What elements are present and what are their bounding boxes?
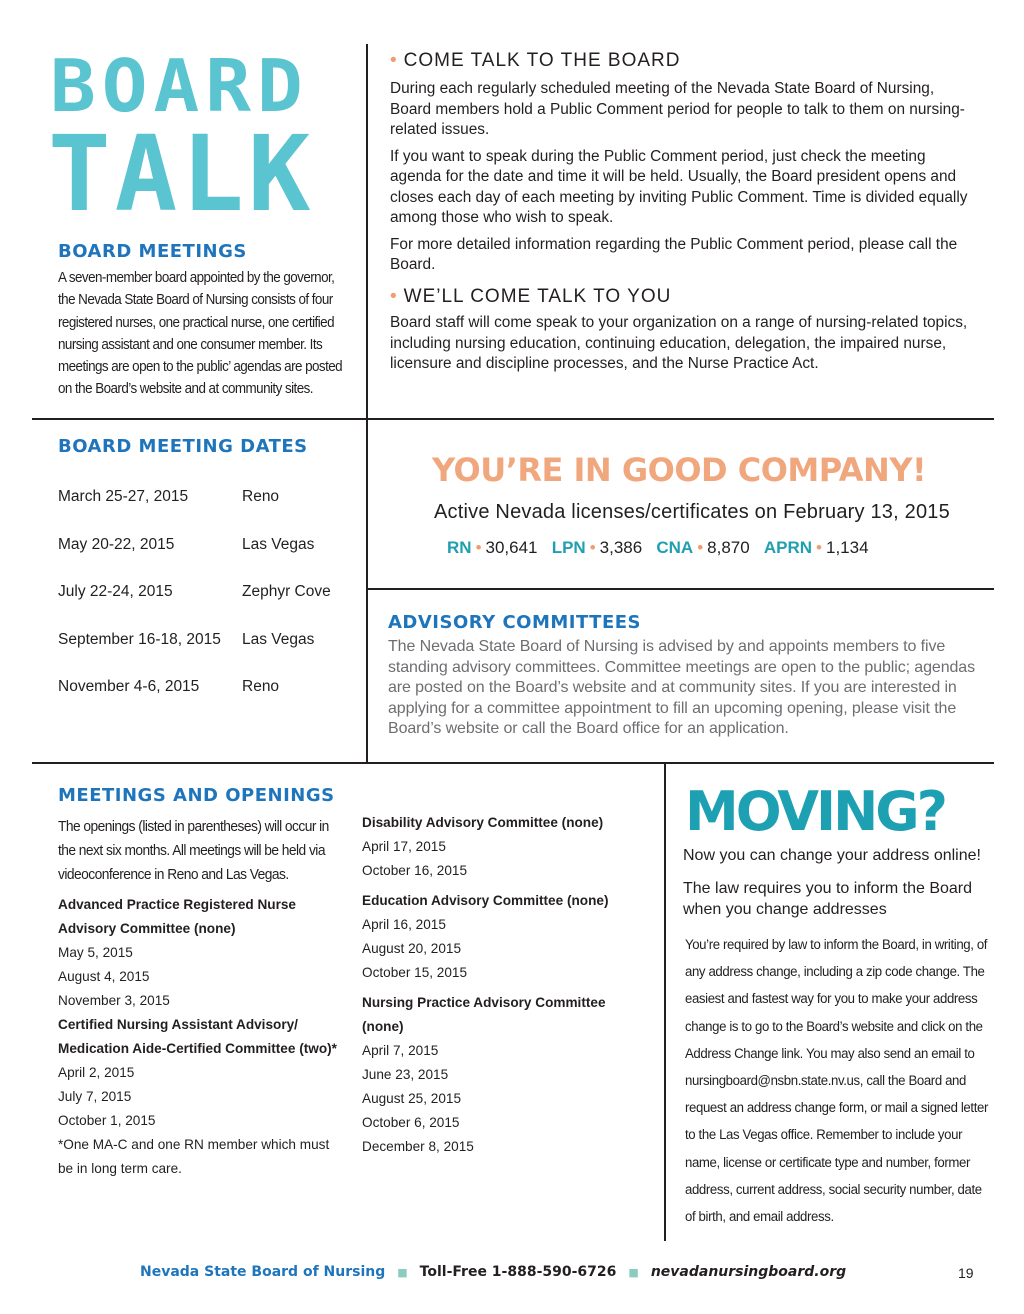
bullet-dot: • <box>390 50 398 71</box>
come-talk-heading-text: COME TALK TO THE BOARD <box>403 50 681 71</box>
committee-date: July 7, 2015 <box>58 1089 132 1104</box>
stat-label-aprn: APRN <box>763 538 813 557</box>
moving-heading: MOVING? <box>685 780 945 843</box>
committee-title-disability: Disability Advisory Committee (none) <box>362 815 604 830</box>
committee-title-cna: Certified Nursing Assistant Advisory/ Medication Aide-Certified Committee (two)* <box>58 1017 337 1056</box>
divider-2 <box>32 762 994 764</box>
stat-value-aprn: 1,134 <box>826 538 869 557</box>
meeting-date: May 20-22, 2015 <box>58 536 175 553</box>
come-talk-p2: If you want to speak during the Public Comment period, just check the meeting agenda for the date and time it will be held. Usually, the Board president opens and closes each day of each meeting by inviting Public Comment. Time is divided equally among those who wish to speak. <box>390 147 968 226</box>
footer-tollfree: Toll-Free 1-888-590-6726 <box>419 1264 617 1280</box>
meetings-openings-intro: The openings (listed in parentheses) will occur in the next six months. All meetings will be held via videoconference in Reno and Las Vegas. <box>58 818 329 883</box>
committee-date: April 16, 2015 <box>362 917 446 932</box>
come-to-you-heading-text: WE’LL COME TALK TO YOU <box>403 286 672 307</box>
stat-bullet: • <box>697 538 704 557</box>
committee-date: April 7, 2015 <box>362 1043 439 1058</box>
footer-separator-icon: ■ <box>397 1266 408 1279</box>
footer-website[interactable]: nevadanursingboard.org <box>650 1264 847 1280</box>
committee-date: October 15, 2015 <box>362 965 468 980</box>
stat-value-cna: 8,870 <box>707 538 750 557</box>
meeting-date: November 4-6, 2015 <box>58 678 200 695</box>
committee-date: August 4, 2015 <box>58 969 150 984</box>
meeting-city: Reno <box>242 678 280 695</box>
meeting-date: September 16-18, 2015 <box>58 631 221 648</box>
stat-value-rn: 30,641 <box>485 538 538 557</box>
advisory-body: The Nevada State Board of Nursing is advised by and appoints members to five standing advisory committees. Committee meetings are open to the public; agendas are posted on the Board’s website and at community sites. If you are interested in applying for a committee appointment to fill an upcoming opening, please visit the Board’s website or call the Board office for an application. <box>388 638 975 738</box>
come-talk-p3: For more detailed information regarding the Public Comment period, please call the Board. <box>390 235 958 273</box>
meeting-date: March 25-27, 2015 <box>58 488 189 505</box>
meeting-city: Reno <box>242 488 280 505</box>
board-meetings-body: A seven-member board appointed by the governor, the Nevada State Board of Nursing consists of four registered nurses, one practical nurse, one certified nursing assistant and one consumer member. Its meetings are open to the public’ agendas are posted on the Board’s website and at community sites. <box>58 270 343 398</box>
stat-value-lpn: 3,386 <box>599 538 643 557</box>
meeting-city: Las Vegas <box>242 631 315 648</box>
meeting-date-row <box>58 678 280 696</box>
committee-date: December 8, 2015 <box>362 1139 474 1154</box>
come-talk-body <box>390 79 970 282</box>
meeting-date: July 22-24, 2015 <box>58 583 173 600</box>
committee-title-aprn: Advanced Practice Registered Nurse Advisory Committee (none) <box>58 897 296 936</box>
advisory-heading: ADVISORY COMMITTEES <box>388 612 642 633</box>
committee-date: August 25, 2015 <box>362 1091 462 1106</box>
footer <box>140 1264 846 1280</box>
committee-note: *One MA-C and one RN member which must be in long term care. <box>58 1137 330 1176</box>
page-number: 19 <box>958 1265 974 1281</box>
licenses-subtitle: Active Nevada licenses/certificates on February 13, 2015 <box>434 501 950 523</box>
masthead-talk: TALK <box>48 113 315 235</box>
good-company-heading: YOU’RE IN GOOD COMPANY! <box>432 451 927 489</box>
meetings-openings-heading: MEETINGS AND OPENINGS <box>58 785 335 806</box>
committee-date: June 23, 2015 <box>362 1067 449 1082</box>
stat-label-rn: RN <box>447 538 472 557</box>
stat-label-lpn: LPN <box>551 538 586 557</box>
come-to-you-body: Board staff will come speak to your organization on a range of nursing-related topics, including nursing education, continuing education, delegation, the impaired nurse, licensure and discipline processes, and the Nurse Practice Act. <box>390 314 968 372</box>
committee-date: April 17, 2015 <box>362 839 446 854</box>
meeting-city: Zephyr Cove <box>242 583 331 600</box>
committee-date: October 6, 2015 <box>362 1115 460 1130</box>
meeting-date-row <box>58 631 315 649</box>
stat-bullet: • <box>475 538 482 557</box>
committee-date: April 2, 2015 <box>58 1065 135 1080</box>
committee-column-1 <box>58 893 348 1181</box>
moving-body: You’re required by law to inform the Board, in writing, of any address change, including a zip code change. The easiest and fastest way for you to make your address change is to go to the Board’s website and click on the Address Change link. You may also send an email to nursingboard@nsbn.state.nv.us, call the Board and request an address change form, or mail a signed letter to the Las Vegas office. Remember to include your name, license or certificate type and number, former address, current address, social security number, date of birth, and email address. <box>685 937 988 1226</box>
license-stats <box>447 538 869 558</box>
board-meetings-heading: BOARD MEETINGS <box>58 241 247 262</box>
committee-date: October 1, 2015 <box>58 1113 156 1128</box>
column-divider-top <box>366 44 368 762</box>
moving-online: Now you can change your address online! <box>683 847 981 864</box>
footer-org: Nevada State Board of Nursing <box>140 1264 386 1280</box>
stat-bullet: • <box>816 538 822 557</box>
footer-separator-icon: ■ <box>628 1266 639 1279</box>
come-to-you-heading <box>390 286 671 308</box>
meeting-date-row <box>58 536 315 554</box>
column-divider-moving <box>664 763 666 1241</box>
committee-column-2 <box>362 811 652 1159</box>
stat-bullet: • <box>589 538 596 557</box>
meeting-date-row <box>58 583 331 601</box>
bullet-dot: • <box>390 286 398 307</box>
committee-title-education: Education Advisory Committee (none) <box>362 893 609 908</box>
meeting-date-row <box>58 488 280 506</box>
divider-1 <box>32 418 994 420</box>
meeting-dates-heading: BOARD MEETING DATES <box>58 436 308 457</box>
masthead-board: BOARD <box>50 43 309 128</box>
come-talk-p1: During each regularly scheduled meeting of the Nevada State Board of Nursing, Board members hold a Public Comment period for people to talk to them on nursing-related issues. <box>390 80 965 138</box>
committee-date: October 16, 2015 <box>362 863 468 878</box>
committee-date: August 20, 2015 <box>362 941 462 956</box>
divider-good-company <box>368 588 994 590</box>
meeting-city: Las Vegas <box>242 536 315 553</box>
committee-title-practice: Nursing Practice Advisory Committee (none) <box>362 995 606 1034</box>
moving-law: The law requires you to inform the Board when you change addresses <box>683 880 973 918</box>
committee-date: May 5, 2015 <box>58 945 133 960</box>
come-talk-heading <box>390 50 680 72</box>
committee-date: November 3, 2015 <box>58 993 170 1008</box>
stat-label-cna: CNA <box>656 538 694 557</box>
